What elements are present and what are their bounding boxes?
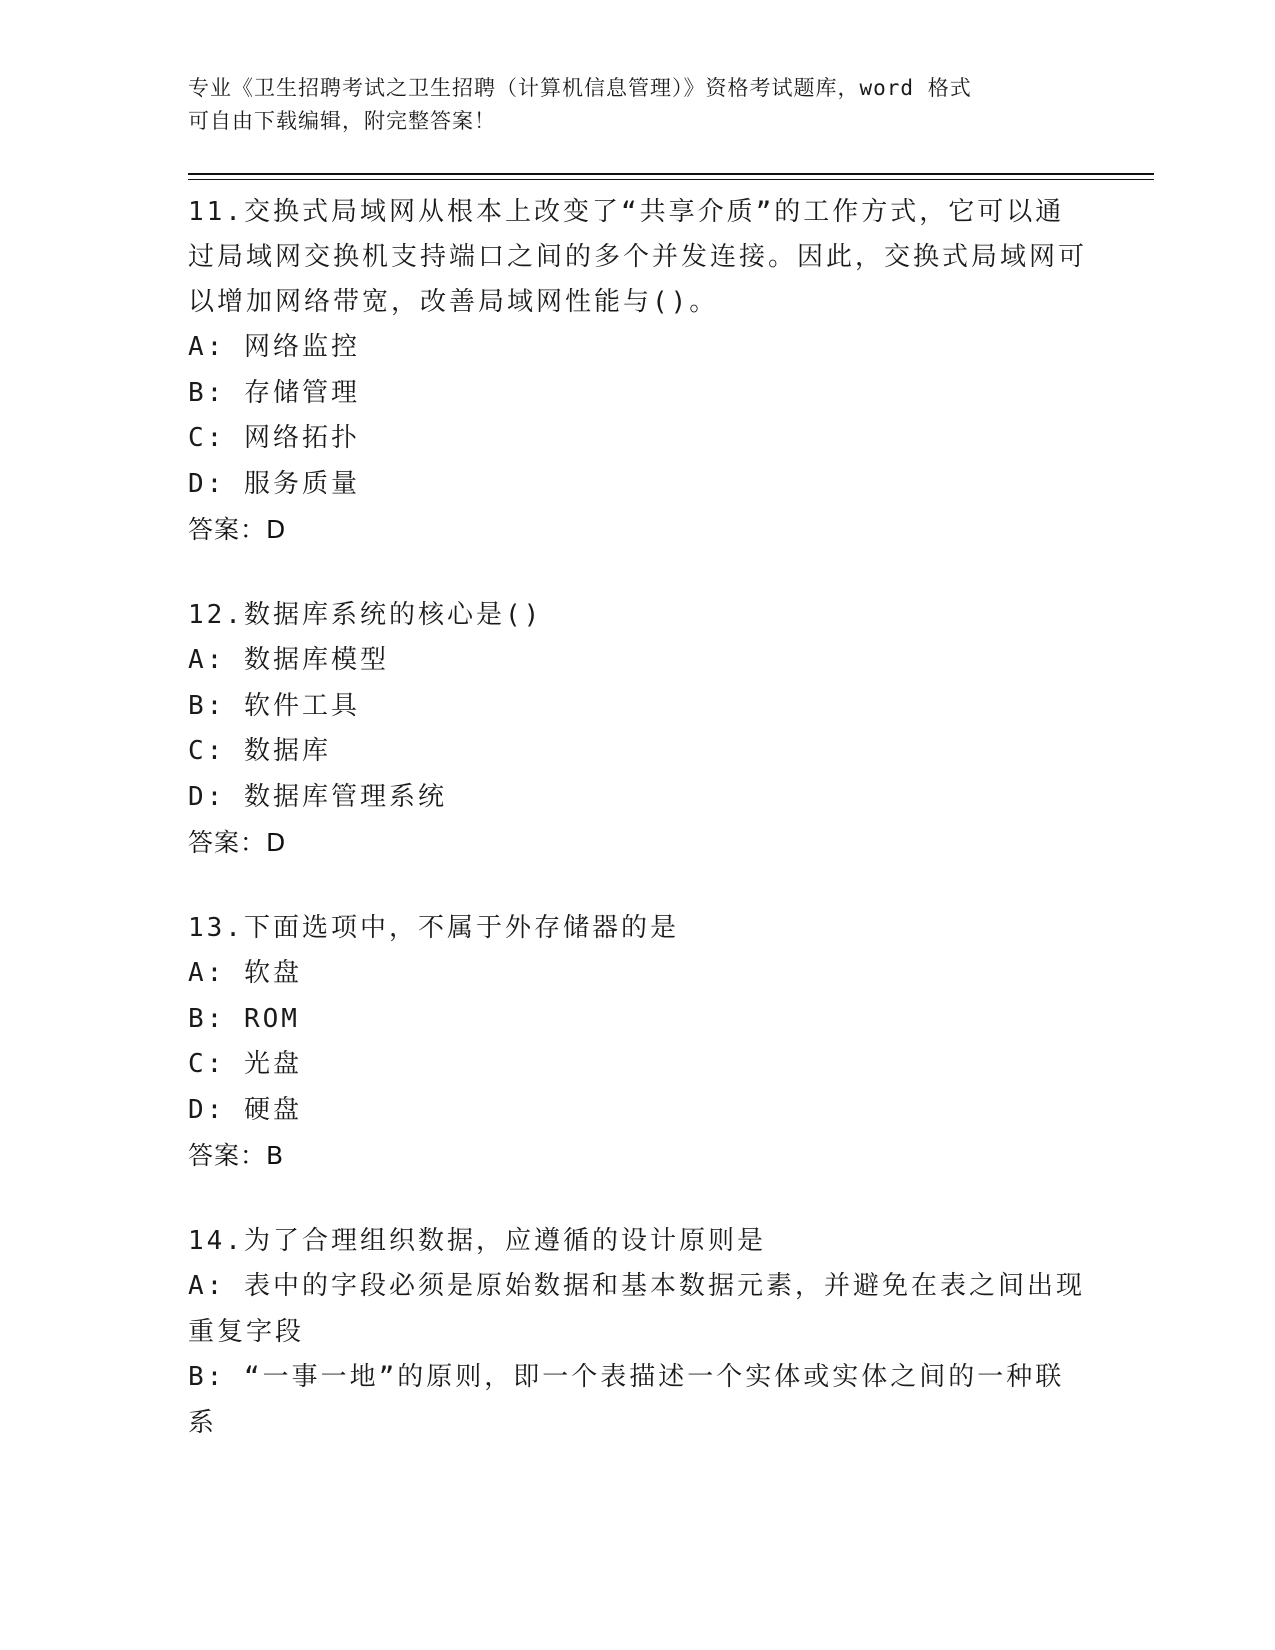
option-b: B: 存储管理 — [188, 377, 360, 408]
question-list — [188, 190, 1088, 1486]
option-a: A: 软盘 — [188, 958, 302, 988]
header-divider-thick — [188, 173, 1154, 175]
question-text: 11.交换式局域网从根本上改变了“共享介质”的工作方式，它可以通过局域网交换机支持端口之间的多个并发连接。因此，交换式局域网可以增加网络带宽，改善局域网性能与()。 — [188, 197, 1088, 317]
question-14 — [188, 1219, 1088, 1446]
question-text: 12.数据库系统的核心是() — [188, 600, 543, 630]
answer: 答案：D — [188, 828, 287, 857]
question-12 — [188, 593, 1088, 866]
option-b: B: ROM — [188, 1003, 300, 1034]
question-13 — [188, 906, 1088, 1179]
option-b: B: “一事一地”的原则，即一个表描述一个实体或实体之间的一种联系 — [188, 1362, 1065, 1438]
option-a: A: 表中的字段必须是原始数据和基本数据元素，并避免在表之间出现重复字段 — [188, 1271, 1085, 1347]
option-a: A: 网络监控 — [188, 332, 360, 362]
option-d: D: 数据库管理系统 — [188, 781, 447, 812]
option-c: C: 光盘 — [188, 1049, 302, 1079]
answer: 答案：D — [188, 515, 287, 544]
option-c: C: 数据库 — [188, 736, 331, 766]
option-d: D: 硬盘 — [188, 1094, 302, 1125]
header-divider-thin — [188, 179, 1154, 180]
option-b: B: 软件工具 — [188, 690, 360, 721]
header-line-2: 可自由下载编辑，附完整答案！ — [188, 109, 496, 133]
option-c: C: 网络拓扑 — [188, 423, 360, 453]
document-header — [188, 72, 1068, 138]
question-text: 13.下面选项中，不属于外存储器的是 — [188, 913, 679, 943]
option-d: D: 服务质量 — [188, 468, 360, 499]
question-text: 14.为了合理组织数据，应遵循的设计原则是 — [188, 1226, 766, 1256]
answer: 答案：B — [188, 1141, 285, 1170]
option-a: A: 数据库模型 — [188, 645, 389, 675]
header-line-1: 专业《卫生招聘考试之卫生招聘（计算机信息管理）》资格考试题库，word 格式 — [188, 76, 972, 100]
question-11 — [188, 190, 1088, 553]
